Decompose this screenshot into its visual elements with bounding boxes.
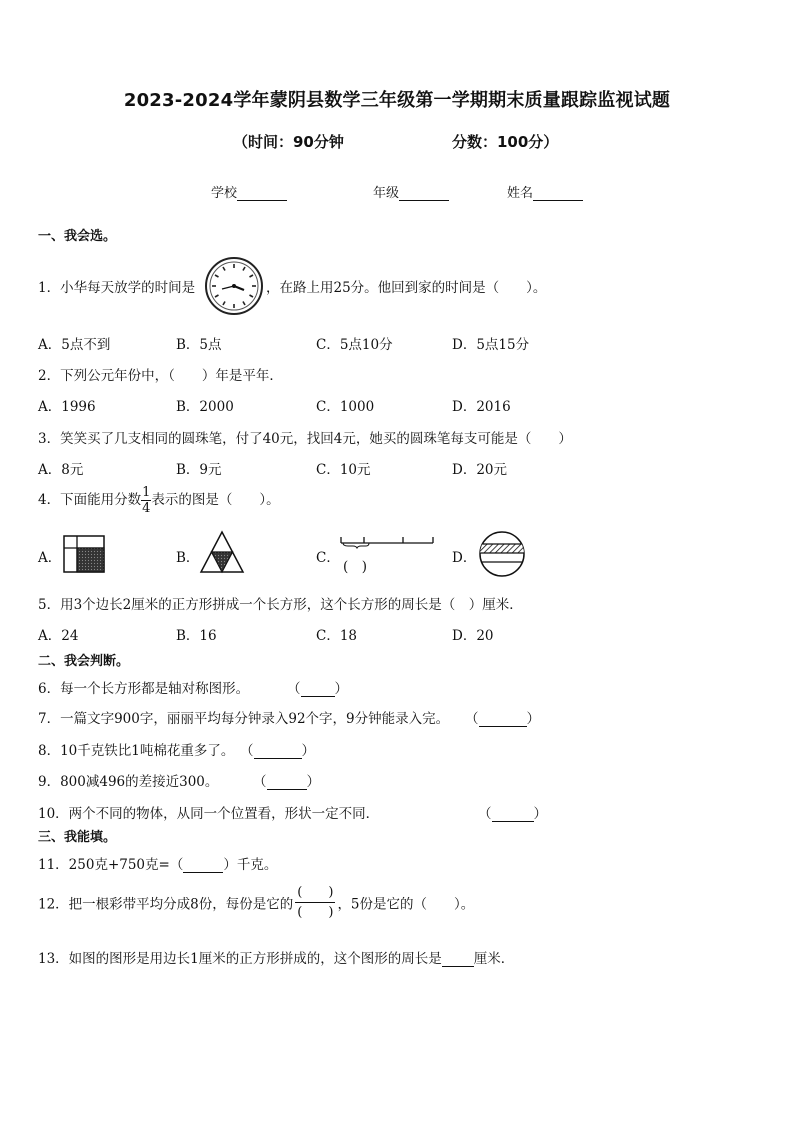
- q6-text: 6．每一个长方形都是轴对称图形。: [38, 681, 250, 697]
- q11-text-b: ）千克。: [223, 857, 278, 873]
- q12-text-a: 12．把一根彩带平均分成8份，每份是它的: [38, 896, 294, 913]
- q4-text-a: 4．下面能用分数: [38, 492, 142, 508]
- q4-figure-c-paren: ( ): [343, 559, 368, 575]
- q12-text-b: ，5份是它的（ ）。: [337, 896, 475, 913]
- q11-text-a: 11．250克+750克=（: [38, 857, 184, 873]
- q11-blank[interactable]: [183, 872, 223, 873]
- q10-blank[interactable]: [492, 821, 534, 822]
- q10-paren-right: ）: [533, 806, 547, 822]
- q7-paren-right: ）: [526, 711, 540, 727]
- q3-option-a[interactable]: A．8元: [38, 462, 84, 478]
- clock-icon: [204, 256, 264, 316]
- q4-option-d-label[interactable]: D．: [452, 550, 477, 566]
- q6-blank[interactable]: [301, 696, 335, 697]
- q4-figure-b-triangle[interactable]: [199, 530, 245, 574]
- q9-blank[interactable]: [267, 789, 307, 790]
- q13-text: [38, 947, 514, 967]
- q5-option-d[interactable]: D．20: [452, 628, 494, 644]
- section-1-heading: 一、我会选。: [38, 229, 117, 244]
- q9-answer[interactable]: [253, 770, 320, 790]
- q8-paren-right: ）: [301, 743, 315, 759]
- q7-paren-left: （: [465, 711, 479, 727]
- q1-option-b[interactable]: B．5点: [176, 337, 222, 353]
- q1-text-b: ，在路上用25分。他回到家的时间是（ ）。: [266, 280, 547, 296]
- q4-figure-c-segment[interactable]: [339, 533, 435, 547]
- q5-text: 5．用3个边长2厘米的正方形拼成一个长方形，这个长方形的周长是（ ）厘米．: [38, 597, 523, 613]
- q4-fraction-den: 4: [142, 501, 151, 516]
- q5-option-c[interactable]: C．18: [316, 628, 358, 644]
- q8-text: 8．10千克铁比1吨棉花重多了。: [38, 743, 235, 759]
- q2-text: 2．下列公元年份中，（ ）年是平年．: [38, 368, 283, 384]
- q9-text: 9．800减496的差接近300。: [38, 774, 219, 790]
- q3-text: 3．笑笑买了几支相同的圆珠笔，付了40元，找回4元，她买的圆珠笔每支可能是（ ）: [38, 431, 572, 447]
- q4-option-b-label[interactable]: B．: [176, 550, 200, 566]
- q1-option-d[interactable]: D．5点15分: [452, 337, 530, 353]
- school-field[interactable]: [211, 182, 287, 201]
- q7-text: 7．一篇文字900字，丽丽平均每分钟录入92个字，9分钟能录入完。: [38, 711, 450, 727]
- q13-text-b: 厘米．: [473, 951, 515, 967]
- school-label: 学校: [211, 186, 238, 201]
- q4-option-c-label[interactable]: C．: [316, 550, 340, 566]
- q4-figure-a-square[interactable]: [63, 535, 105, 573]
- name-blank[interactable]: [533, 200, 583, 201]
- grade-field[interactable]: [373, 182, 449, 201]
- q4-fraction-num: 1: [142, 485, 151, 500]
- q10-text: 10．两个不同的物体，从同一个位置看，形状一定不同．: [38, 806, 380, 822]
- q7-blank[interactable]: [479, 726, 527, 727]
- q12-text: [38, 886, 474, 919]
- time-limit: （时间：90分钟: [233, 133, 344, 151]
- q10-answer[interactable]: [478, 802, 547, 822]
- q13-blank[interactable]: [442, 966, 474, 967]
- q8-blank[interactable]: [254, 758, 302, 759]
- page-title: 2023-2024学年蒙阴县数学三年级第一学期期末质量跟踪监视试题: [123, 90, 671, 111]
- q10-paren-left: （: [478, 806, 492, 822]
- q1-option-a[interactable]: A．5点不到: [38, 337, 111, 353]
- q1-option-c[interactable]: C．5点10分: [316, 337, 393, 353]
- q6-answer[interactable]: [287, 677, 348, 697]
- q4-text: [38, 486, 280, 515]
- q4-option-a-label[interactable]: A．: [38, 550, 62, 566]
- q11-text: [38, 853, 277, 873]
- q7-answer[interactable]: [465, 707, 540, 727]
- name-label: 姓名: [507, 186, 534, 201]
- q8-answer[interactable]: [240, 739, 315, 759]
- q5-option-b[interactable]: B．16: [176, 628, 217, 644]
- q1-text-a: 1．小华每天放学的时间是: [38, 280, 196, 296]
- name-field[interactable]: [507, 182, 583, 201]
- q3-option-d[interactable]: D．20元: [452, 462, 508, 478]
- q4-text-b: 表示的图是（ ）。: [151, 492, 280, 508]
- q2-option-d[interactable]: D．2016: [452, 399, 511, 415]
- q4-fraction: [141, 486, 151, 515]
- q2-option-a[interactable]: A．1996: [38, 399, 96, 415]
- q3-option-c[interactable]: C．10元: [316, 462, 371, 478]
- q6-paren-left: （: [287, 681, 301, 697]
- q4-figure-d-circle[interactable]: [478, 530, 526, 578]
- q9-paren-left: （: [253, 774, 267, 790]
- q12-fraction-num[interactable]: ( ): [295, 886, 335, 903]
- q8-paren-left: （: [240, 743, 254, 759]
- total-score: 分数：100分）: [452, 133, 559, 151]
- grade-label: 年级: [373, 186, 400, 201]
- grade-blank[interactable]: [399, 200, 449, 201]
- q2-option-b[interactable]: B．2000: [176, 399, 234, 415]
- q13-text-a: 13．如图的图形是用边长1厘米的正方形拼成的，这个图形的周长是: [38, 951, 442, 967]
- q2-option-c[interactable]: C．1000: [316, 399, 375, 415]
- section-3-heading: 三、我能填。: [38, 830, 117, 845]
- q6-paren-right: ）: [334, 681, 348, 697]
- q12-fraction-den[interactable]: ( ): [297, 905, 334, 920]
- q5-option-a[interactable]: A．24: [38, 628, 79, 644]
- q12-fraction[interactable]: [295, 886, 335, 919]
- school-blank[interactable]: [237, 200, 287, 201]
- q3-option-b[interactable]: B．9元: [176, 462, 222, 478]
- section-2-heading: 二、我会判断。: [38, 654, 130, 669]
- q9-paren-right: ）: [306, 774, 320, 790]
